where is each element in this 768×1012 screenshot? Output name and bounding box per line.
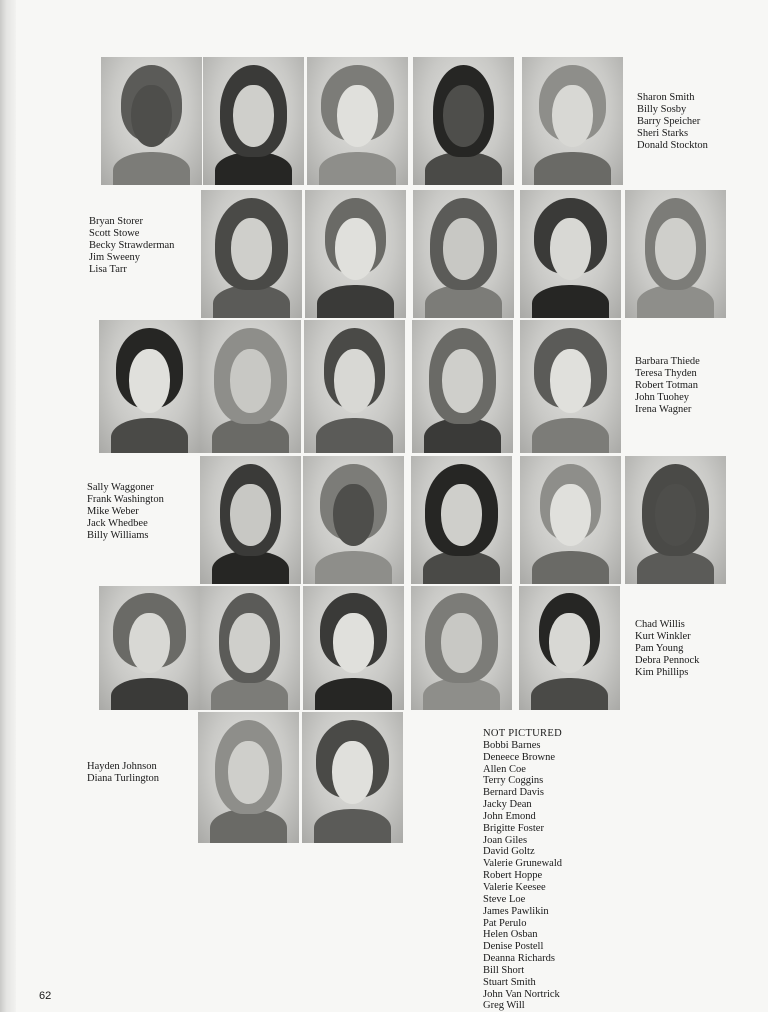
- not-pictured-name: Deneece Browne: [483, 751, 556, 763]
- student-portrait: [307, 57, 408, 185]
- student-portrait: [412, 320, 513, 453]
- student-name: Debra Pennock: [635, 655, 700, 666]
- student-portrait: [201, 190, 302, 318]
- student-portrait: [99, 320, 200, 453]
- page-number: 62: [39, 990, 52, 1002]
- student-name: Billy Sosby: [637, 104, 687, 115]
- not-pictured-name: Bill Short: [483, 964, 525, 976]
- student-name: Billy Williams: [87, 530, 149, 541]
- student-portrait: [411, 586, 512, 710]
- student-name: Irena Wagner: [635, 404, 692, 415]
- student-portrait: [519, 586, 620, 710]
- page-binding-edge: [0, 0, 16, 1012]
- student-portrait: [305, 190, 406, 318]
- not-pictured-list: [483, 728, 562, 1012]
- student-portrait: [101, 57, 202, 185]
- not-pictured-name: Bernard Davis: [483, 787, 544, 799]
- student-name: Scott Stowe: [89, 228, 140, 239]
- names-row-5: [635, 619, 699, 679]
- not-pictured-name: Robert Hoppe: [483, 870, 543, 882]
- names-row-3: [635, 356, 700, 416]
- not-pictured-name: Joan Giles: [483, 834, 528, 846]
- student-name: Sheri Starks: [637, 128, 689, 139]
- student-portrait: [302, 712, 403, 843]
- student-name: Barbara Thiede: [635, 356, 700, 367]
- student-name: Frank Washington: [87, 494, 164, 505]
- student-portrait: [303, 586, 404, 710]
- names-row-2: [89, 216, 174, 276]
- student-portrait: [303, 456, 404, 584]
- student-portrait: [625, 456, 726, 584]
- not-pictured-name: David Goltz: [483, 846, 535, 858]
- not-pictured-name: Allen Coe: [483, 763, 526, 775]
- student-portrait: [200, 320, 301, 453]
- student-name: Sally Waggoner: [87, 482, 154, 493]
- student-name: Teresa Thyden: [635, 368, 697, 379]
- not-pictured-name: Valerie Grunewald: [483, 858, 563, 870]
- student-portrait: [411, 456, 512, 584]
- student-portrait: [203, 57, 304, 185]
- student-name: Jack Whedbee: [87, 518, 148, 529]
- not-pictured-name: Greg Will: [483, 1000, 525, 1012]
- not-pictured-name: Brigitte Foster: [483, 822, 544, 834]
- student-portrait: [520, 320, 621, 453]
- not-pictured-name: John Emond: [483, 810, 536, 822]
- not-pictured-name: Valerie Keesee: [483, 881, 546, 893]
- student-name: Hayden Johnson: [87, 761, 157, 772]
- not-pictured-name: Steve Loe: [483, 893, 526, 905]
- student-name: Mike Weber: [87, 506, 139, 517]
- names-row-4: [87, 482, 164, 542]
- student-portrait: [304, 320, 405, 453]
- not-pictured-name: James Pawlikin: [483, 905, 549, 917]
- student-name: John Tuohey: [635, 392, 689, 403]
- student-name: Chad Willis: [635, 619, 685, 630]
- student-portrait: [199, 586, 300, 710]
- student-portrait: [520, 456, 621, 584]
- not-pictured-name: Jacky Dean: [483, 799, 532, 811]
- student-name: Becky Strawderman: [89, 240, 175, 251]
- student-portrait: [520, 190, 621, 318]
- student-portrait: [522, 57, 623, 185]
- not-pictured-name: Denise Postell: [483, 941, 544, 953]
- student-name: Jim Sweeny: [89, 252, 141, 263]
- student-name: Barry Speicher: [637, 116, 701, 127]
- student-name: Pam Young: [635, 643, 684, 654]
- student-name: Kim Phillips: [635, 667, 689, 678]
- not-pictured-name: Bobbi Barnes: [483, 739, 541, 751]
- not-pictured-name: Terry Coggins: [483, 775, 544, 787]
- not-pictured-name: Helen Osban: [483, 929, 538, 941]
- student-portrait: [198, 712, 299, 843]
- student-portrait: [99, 586, 200, 710]
- student-name: Lisa Tarr: [89, 264, 127, 275]
- not-pictured-name: Pat Perulo: [483, 917, 527, 929]
- names-row-1: [637, 92, 708, 152]
- student-name: Bryan Storer: [89, 216, 143, 227]
- student-name: Robert Totman: [635, 380, 698, 391]
- student-portrait: [413, 190, 514, 318]
- student-portrait: [200, 456, 301, 584]
- not-pictured-name: John Van Nortrick: [483, 988, 560, 1000]
- student-name: Sharon Smith: [637, 92, 695, 103]
- student-name: Kurt Winkler: [635, 631, 691, 642]
- student-name: Diana Turlington: [87, 773, 160, 784]
- not-pictured-name: Deanna Richards: [483, 953, 556, 965]
- names-row-6: [87, 761, 159, 785]
- not-pictured-name: Stuart Smith: [483, 976, 536, 988]
- student-name: Donald Stockton: [637, 140, 708, 151]
- student-portrait: [625, 190, 726, 318]
- student-portrait: [413, 57, 514, 185]
- not-pictured-heading: NOT PICTURED: [483, 728, 562, 739]
